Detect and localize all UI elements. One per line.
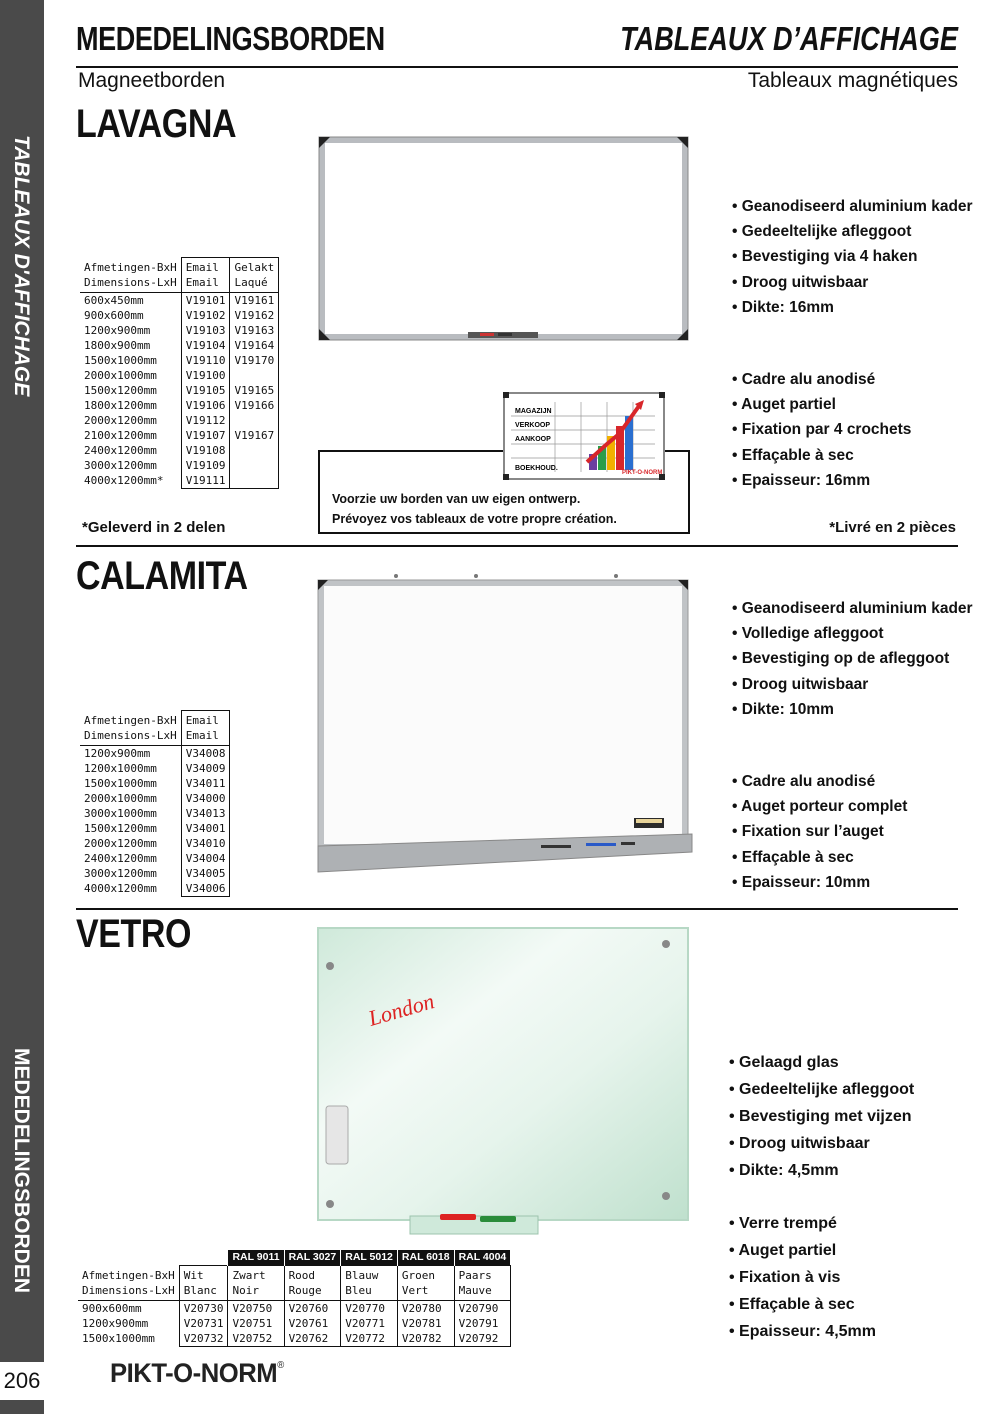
article-code-cell: V20771 [341, 1316, 398, 1331]
feature-item: • Effaçable à sec [732, 849, 907, 874]
ral-spacer [179, 1250, 228, 1266]
planning-board-row-label: MAGAZIJN [515, 408, 552, 415]
feature-item: • Bevestiging via 4 haken [732, 248, 973, 273]
article-code-cell: V19164 [230, 338, 279, 353]
table-row [80, 473, 279, 489]
table-row [80, 353, 279, 368]
spec-table-calamita [80, 710, 230, 897]
dimension-cell: 2000x1200mm [84, 414, 157, 427]
table-row [80, 806, 230, 821]
table-header-row [80, 258, 279, 293]
dimension-cell: 1500x1000mm [84, 354, 157, 367]
feature-item: • Bevestiging op de afleggoot [732, 650, 973, 675]
dimension-cell: 2100x1200mm [84, 429, 157, 442]
dimension-cell: 1800x1200mm [84, 399, 157, 412]
planning-board-brand: PIKT-O-NORM [622, 470, 663, 476]
dimension-cell: 3000x1000mm [84, 807, 157, 820]
table-row [80, 293, 279, 309]
dimension-cell: 1200x900mm [84, 747, 151, 760]
registered-mark: ® [277, 1360, 284, 1371]
table-header-row [78, 1266, 510, 1301]
dimension-cell: 1500x1000mm [84, 777, 157, 790]
dimension-cell: 1200x900mm [84, 324, 151, 337]
article-code-cell: V34011 [181, 776, 230, 791]
features-vetro-fr [729, 1215, 876, 1350]
feature-item: • Epaisseur: 10mm [732, 874, 907, 899]
feature-item: • Droog uitwisbaar [729, 1135, 914, 1162]
column-header: Wit Blanc [179, 1266, 228, 1301]
dimension-cell: 1800x900mm [84, 339, 151, 352]
dimension-cell: 4000x1200mm [84, 882, 157, 895]
article-code-cell: V19111 [181, 473, 230, 489]
article-code-cell: V19166 [230, 398, 279, 413]
feature-item: • Auget porteur complet [732, 798, 907, 823]
feature-item: • Droog uitwisbaar [732, 274, 973, 299]
ral-code: RAL 4004 [454, 1250, 510, 1266]
dimension-cell: 1200x1000mm [84, 762, 157, 775]
feature-item: • Gedeeltelijke afleggoot [732, 223, 973, 248]
column-header: Groen Vert [397, 1266, 454, 1301]
dimension-cell: 2400x1200mm [84, 444, 157, 457]
table-row [80, 323, 279, 338]
table-row [80, 851, 230, 866]
article-code-cell: V20772 [341, 1331, 398, 1347]
article-code-cell: V34006 [181, 881, 230, 897]
article-code-cell: V20791 [454, 1316, 510, 1331]
article-code-cell: V19102 [181, 308, 230, 323]
promo-line-fr: Prévoyez vos tableaux de votre propre création. [332, 512, 617, 526]
feature-item: • Volledige afleggoot [732, 625, 973, 650]
article-code-cell: V20750 [228, 1301, 284, 1317]
ral-code: RAL 5012 [341, 1250, 398, 1266]
feature-item: • Cadre alu anodisé [732, 371, 911, 396]
article-code-cell: V20790 [454, 1301, 510, 1317]
column-header: Email Email [181, 258, 230, 293]
article-code-cell: V20780 [397, 1301, 454, 1317]
brand-logo-text: PIKT-O-NORM [110, 1358, 278, 1388]
column-header: Gelakt Laqué [230, 258, 279, 293]
feature-item: • Epaisseur: 16mm [732, 472, 911, 497]
features-lavagna-fr [732, 371, 911, 497]
feature-item: • Gelaagd glas [729, 1054, 914, 1081]
column-header: Afmetingen-BxH Dimensions-LxH [80, 711, 181, 746]
dimension-cell: 2000x1200mm [84, 837, 157, 850]
section-title-lavagna: LAVAGNA [76, 102, 237, 146]
article-code-cell [230, 368, 279, 383]
article-code-cell: V20782 [397, 1331, 454, 1347]
promo-line-nl: Voorzie uw borden van uw eigen ontwerp. [332, 492, 581, 506]
sidebar-bottom-label: MEDEDELINGSBORDEN [10, 1048, 33, 1294]
table-row [80, 368, 279, 383]
article-code-cell: V19163 [230, 323, 279, 338]
table-row [80, 458, 279, 473]
promo-box-top-border [318, 450, 504, 452]
brand-logo [110, 1358, 284, 1389]
dimension-cell: 4000x1200mm* [84, 474, 164, 487]
page-title-fr: TABLEAUX D’AFFICHAGE [620, 20, 958, 57]
delivery-note-fr: *Livré en 2 pièces [829, 519, 956, 536]
table-row [80, 836, 230, 851]
article-code-cell: V19161 [230, 293, 279, 309]
column-header: Email Email [181, 711, 230, 746]
ral-code: RAL 6018 [397, 1250, 454, 1266]
table-row [78, 1316, 510, 1331]
spec-table-lavagna [80, 257, 279, 489]
planning-board-image [503, 392, 667, 482]
section-divider [76, 908, 958, 910]
column-header: Rood Rouge [284, 1266, 341, 1301]
features-vetro-nl [729, 1054, 914, 1189]
table-row [80, 881, 230, 897]
dimension-cell: 2400x1200mm [84, 852, 157, 865]
article-code-cell [230, 458, 279, 473]
page-number: 206 [0, 1362, 44, 1400]
article-code-cell: V34005 [181, 866, 230, 881]
article-code-cell: V19103 [181, 323, 230, 338]
article-code-cell: V19165 [230, 383, 279, 398]
planning-board-row-label: AANKOOP [515, 436, 551, 443]
article-code-cell: V19100 [181, 368, 230, 383]
table-row [80, 398, 279, 413]
table-row [80, 746, 230, 762]
dimension-cell: 1200x900mm [82, 1317, 149, 1330]
article-code-cell: V20731 [179, 1316, 228, 1331]
article-code-cell: V34010 [181, 836, 230, 851]
article-code-cell: V19170 [230, 353, 279, 368]
whiteboard-image-calamita [316, 572, 696, 880]
dimension-cell: 600x450mm [84, 294, 144, 307]
feature-item: • Dikte: 4,5mm [729, 1162, 914, 1189]
article-code-cell [230, 473, 279, 489]
article-code-cell: V20792 [454, 1331, 510, 1347]
article-code-cell: V20732 [179, 1331, 228, 1347]
page-subtitle-fr: Tableaux magnétiques [747, 69, 958, 92]
ral-spacer [78, 1250, 179, 1266]
article-code-cell: V19162 [230, 308, 279, 323]
article-code-cell: V19167 [230, 428, 279, 443]
article-code-cell: V19112 [181, 413, 230, 428]
feature-item: • Droog uitwisbaar [732, 676, 973, 701]
article-code-cell: V19104 [181, 338, 230, 353]
dimension-cell: 2000x1000mm [84, 369, 157, 382]
promo-box-top-border [664, 450, 688, 452]
article-code-cell: V20730 [179, 1301, 228, 1317]
page-subtitle-nl: Magneetborden [78, 69, 226, 92]
planning-board-row-label: VERKOOP [515, 422, 551, 429]
column-header: Afmetingen-BxH Dimensions-LxH [78, 1266, 179, 1301]
dimension-cell: 3000x1200mm [84, 867, 157, 880]
article-code-cell: V20781 [397, 1316, 454, 1331]
page-title-nl: MEDEDELINGSBORDEN [76, 20, 385, 57]
table-row [80, 308, 279, 323]
article-code-cell: V20761 [284, 1316, 341, 1331]
section-divider [76, 545, 958, 547]
section-title-calamita: CALAMITA [76, 554, 248, 598]
article-code-cell: V19110 [181, 353, 230, 368]
feature-item: • Cadre alu anodisé [732, 773, 907, 798]
dimension-cell: 1500x1200mm [84, 822, 157, 835]
article-code-cell: V19105 [181, 383, 230, 398]
section-title-vetro: VETRO [76, 912, 192, 956]
header-rule [76, 66, 958, 68]
dimension-cell: 1500x1000mm [82, 1332, 155, 1345]
article-code-cell: V34013 [181, 806, 230, 821]
table-row [80, 761, 230, 776]
spec-table-vetro [78, 1250, 511, 1347]
column-header: Zwart Noir [228, 1266, 284, 1301]
table-row [80, 776, 230, 791]
feature-item: • Dikte: 10mm [732, 701, 973, 726]
dimension-cell: 900x600mm [82, 1302, 142, 1315]
table-row [80, 413, 279, 428]
article-code-cell: V19108 [181, 443, 230, 458]
column-header: Paars Mauve [454, 1266, 510, 1301]
feature-item: • Verre trempé [729, 1215, 876, 1242]
article-code-cell: V34000 [181, 791, 230, 806]
table-header-row [80, 711, 230, 746]
table-row [80, 443, 279, 458]
table-row [78, 1331, 510, 1347]
article-code-cell: V20770 [341, 1301, 398, 1317]
dimension-cell: 3000x1200mm [84, 459, 157, 472]
feature-item: • Auget partiel [729, 1242, 876, 1269]
table-row [80, 383, 279, 398]
article-code-cell: V19107 [181, 428, 230, 443]
ral-code-row [78, 1250, 510, 1266]
delivery-note-nl: *Geleverd in 2 delen [82, 519, 226, 536]
column-header: Afmetingen-BxH Dimensions-LxH [80, 258, 181, 293]
glassboard-image-vetro [316, 926, 692, 1242]
feature-item: • Effaçable à sec [729, 1296, 876, 1323]
article-code-cell: V20762 [284, 1331, 341, 1347]
article-code-cell: V34008 [181, 746, 230, 762]
article-code-cell: V19106 [181, 398, 230, 413]
feature-item: • Bevestiging met vijzen [729, 1108, 914, 1135]
features-calamita-fr [732, 773, 907, 899]
table-row [80, 428, 279, 443]
sidebar-top-label: TABLEAUX D'AFFICHAGE [10, 135, 33, 397]
article-code-cell: V20760 [284, 1301, 341, 1317]
custom-design-promo-text [332, 489, 617, 529]
feature-item: • Fixation sur l’auget [732, 823, 907, 848]
feature-item: • Fixation à vis [729, 1269, 876, 1296]
article-code-cell: V19109 [181, 458, 230, 473]
features-calamita-nl [732, 600, 973, 726]
features-lavagna-nl [732, 198, 973, 324]
feature-item: • Geanodiseerd aluminium kader [732, 600, 973, 625]
article-code-cell [230, 443, 279, 458]
article-code-cell: V34001 [181, 821, 230, 836]
article-code-cell [230, 413, 279, 428]
board-handwriting: London [365, 988, 438, 1031]
table-row [80, 791, 230, 806]
feature-item: • Dikte: 16mm [732, 299, 973, 324]
table-row [80, 866, 230, 881]
article-code-cell: V34004 [181, 851, 230, 866]
dimension-cell: 1500x1200mm [84, 384, 157, 397]
dimension-cell: 2000x1000mm [84, 792, 157, 805]
table-row [78, 1301, 510, 1317]
feature-item: • Auget partiel [732, 396, 911, 421]
ral-code: RAL 3027 [284, 1250, 341, 1266]
article-code-cell: V19101 [181, 293, 230, 309]
article-code-cell: V20751 [228, 1316, 284, 1331]
planning-board-row-label: BOEKHOUD. [515, 465, 558, 472]
ral-code: RAL 9011 [228, 1250, 284, 1266]
feature-item: • Gedeeltelijke afleggoot [729, 1081, 914, 1108]
feature-item: • Geanodiseerd aluminium kader [732, 198, 973, 223]
table-row [80, 338, 279, 353]
feature-item: • Fixation par 4 crochets [732, 421, 911, 446]
feature-item: • Epaisseur: 4,5mm [729, 1323, 876, 1350]
column-header: Blauw Bleu [341, 1266, 398, 1301]
whiteboard-image-lavagna [318, 136, 690, 348]
table-row [80, 821, 230, 836]
dimension-cell: 900x600mm [84, 309, 144, 322]
feature-item: • Effaçable à sec [732, 447, 911, 472]
article-code-cell: V20752 [228, 1331, 284, 1347]
article-code-cell: V34009 [181, 761, 230, 776]
